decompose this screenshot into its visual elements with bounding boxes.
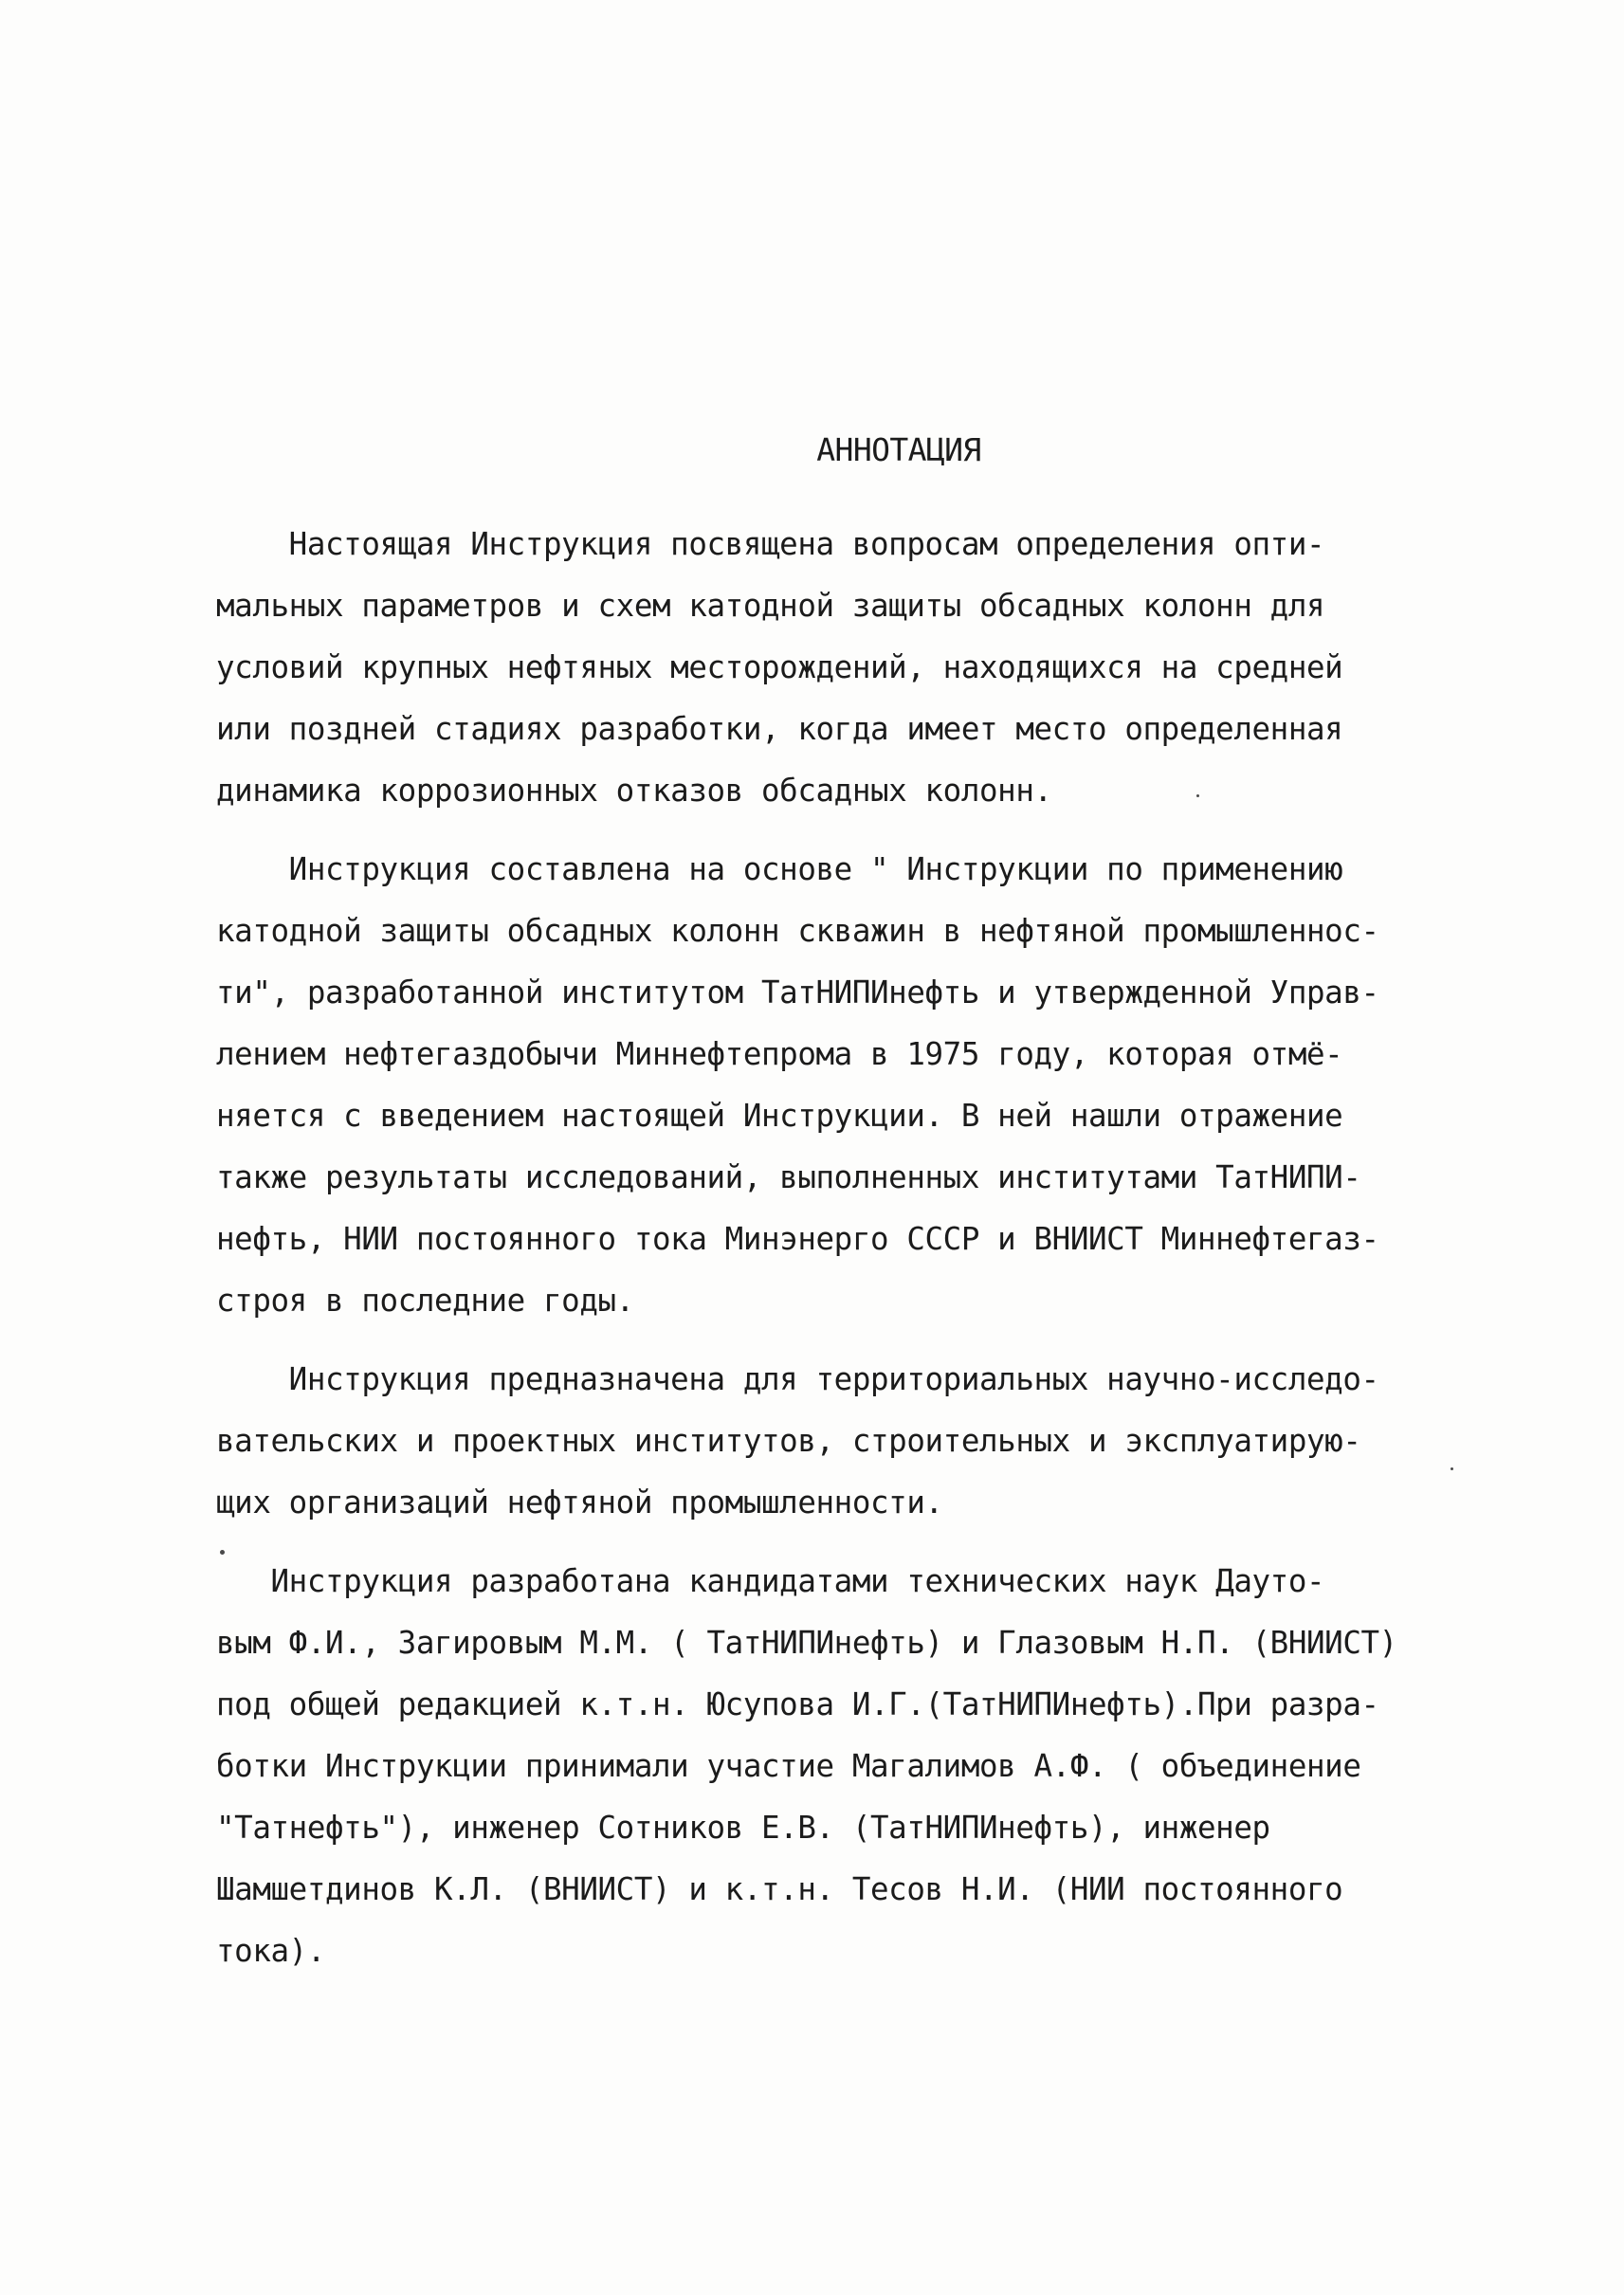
document-title: АННОТАЦИЯ <box>816 431 981 468</box>
ink-speck <box>1451 1467 1453 1470</box>
paragraph-audience: Инструкция предназначена для территориальных научно-исследо- вательских и проектных институтов, строительных и эксплуатирую- щих организаций нефтяной промышленности. <box>216 1361 1379 1521</box>
paragraph-purpose: Настоящая Инструкция посвящена вопросам определения опти- мальных параметров и схем катодной защиты обсадных колонн для условий крупных нефтяных месторождений, находящихся на средней или поздней стадиях разработки, когда имеет место определенная динамика коррозионных отказов обсадных колонн. <box>216 526 1343 809</box>
paragraph-basis: Инструкция составлена на основе " Инструкции по применению катодной защиты обсадных колонн скважин в нефтяной промышленнос- ти", разработанной институтом ТатНИПИнефть и утвержденной Управ- лением нефтегаздобычи Миннефтепрома в 1975 году, которая отмё- няется с введением настоящей Инструкции. В ней нашли отражение также результаты исследований, выполненных институтами ТатНИПИ- нефть, НИИ постоянного тока Минэнерго СССР и ВНИИСТ Миннефтегаз- строя в последние годы. <box>216 851 1379 1319</box>
paragraph-authors: Инструкция разработана кандидатами технических наук Дауто- вым Ф.И., Загировым М.М. ( ТатНИПИнефть) и Глазовым Н.П. (ВНИИСТ) под общей редакцией к.т.н. Юсупова И.Г.(ТатНИПИнефть).При разра- ботки Инструкции принимали участие Магалимов А.Ф. ( объединение "Татнефть"), инженер Сотников Е.В. (ТатНИПИнефть), инженер Шамшетдинов К.Л. (ВНИИСТ) и к.т.н. Тесов Н.И. (НИИ постоянного тока). <box>216 1563 1397 1969</box>
annotation-document <box>216 431 1449 1982</box>
